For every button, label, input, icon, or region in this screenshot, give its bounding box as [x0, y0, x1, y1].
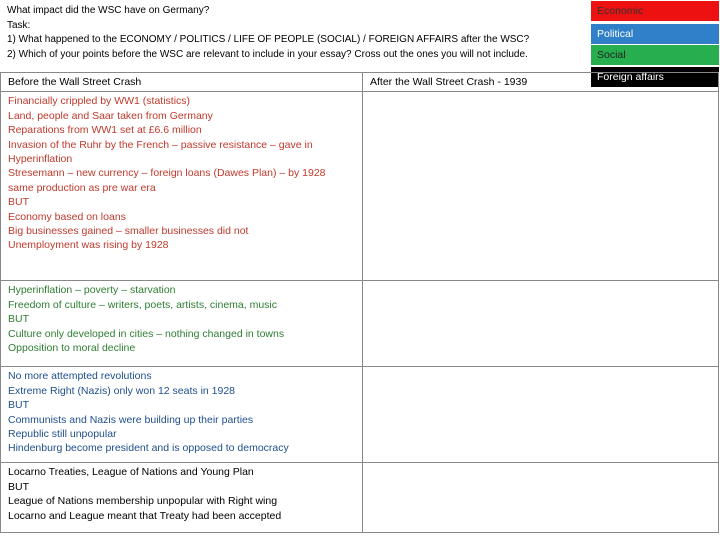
- table-row-social: [1, 281, 719, 367]
- cell-line: Hyperinflation: [8, 153, 73, 166]
- foreign-lines: [8, 465, 355, 523]
- cell-line: Reparations from WW1 set at £6.6 million: [8, 124, 202, 137]
- task-instruction-1: 1) What happened to the ECONOMY / POLITICS / LIFE OF PEOPLE (SOCIAL) / FOREIGN AFFAIRS after the WSC?: [7, 34, 530, 45]
- cell-line: BUT: [8, 399, 29, 412]
- column-header-after-label: After the Wall Street Crash - 1939: [370, 76, 528, 88]
- cell-line: Hyperinflation – poverty – starvation: [8, 284, 176, 297]
- cell-line: Opposition to moral decline: [8, 342, 136, 355]
- cell-line: League of Nations membership unpopular with Right wing: [8, 495, 278, 508]
- key-political: Political: [591, 24, 719, 44]
- cell-line: Stresemann – new currency – foreign loans (Dawes Plan) – by 1928: [8, 167, 326, 180]
- page-title: What impact did the WSC have on Germany?: [7, 5, 210, 16]
- column-header-before-label: Before the Wall Street Crash: [8, 76, 142, 88]
- cell-line: BUT: [8, 480, 29, 493]
- key-foreign-affairs: Foreign affairs: [591, 67, 719, 87]
- table-header-row: [1, 73, 719, 92]
- cell-line: Locarno and League meant that Treaty had been accepted: [8, 509, 282, 522]
- political-before-cell: [1, 367, 363, 463]
- task-label: Task:: [7, 19, 31, 31]
- cell-line: Hindenburg become president and is opposed to democracy: [8, 442, 289, 455]
- political-after-cell[interactable]: [363, 367, 719, 463]
- cell-line: Republic still unpopular: [8, 428, 117, 441]
- cell-line: Extreme Right (Nazis) only won 12 seats in 1928: [8, 384, 236, 397]
- political-lines: [8, 369, 355, 455]
- cell-line: Locarno Treaties, League of Nations and Young Plan: [8, 466, 254, 479]
- cell-line: Economy based on loans: [8, 210, 126, 223]
- economic-before-cell: [1, 92, 363, 281]
- cell-line: Big businesses gained – smaller businesses did not: [8, 225, 249, 238]
- key-economic: Economic: [591, 1, 719, 21]
- cell-line: Communists and Nazis were building up their parties: [8, 413, 254, 426]
- cell-line: BUT: [8, 196, 29, 209]
- foreign-after-cell[interactable]: [363, 463, 719, 533]
- task-instruction-2: 2) Which of your points before the WSC are relevant to include in your essay? Cross out the ones you will not include.: [7, 48, 528, 60]
- table-row-foreign: [1, 463, 719, 533]
- column-header-before: [1, 73, 363, 92]
- column-header-after: [363, 73, 719, 92]
- task-header: [7, 4, 529, 62]
- table-row-economic: [1, 92, 719, 281]
- economic-lines: [8, 94, 355, 252]
- foreign-before-cell: [1, 463, 363, 533]
- cell-line: Invasion of the Ruhr by the French – passive resistance – gave in: [8, 138, 313, 151]
- comparison-table: [0, 72, 719, 533]
- social-after-cell[interactable]: [363, 281, 719, 367]
- key-social: Social: [591, 45, 719, 65]
- cell-line: Unemployment was rising by 1928: [8, 239, 169, 252]
- economic-after-cell[interactable]: [363, 92, 719, 281]
- cell-line: BUT: [8, 313, 29, 326]
- cell-line: No more attempted revolutions: [8, 370, 152, 383]
- social-lines: [8, 283, 355, 355]
- social-before-cell: [1, 281, 363, 367]
- table-row-political: [1, 367, 719, 463]
- cell-line: Financially crippled by WW1 (statistics): [8, 95, 191, 108]
- cell-line: same production as pre war era: [8, 181, 156, 194]
- cell-line: Freedom of culture – writers, poets, artists, cinema, music: [8, 298, 278, 311]
- cell-line: Culture only developed in cities – nothing changed in towns: [8, 327, 285, 340]
- cell-line: Land, people and Saar taken from Germany: [8, 109, 213, 122]
